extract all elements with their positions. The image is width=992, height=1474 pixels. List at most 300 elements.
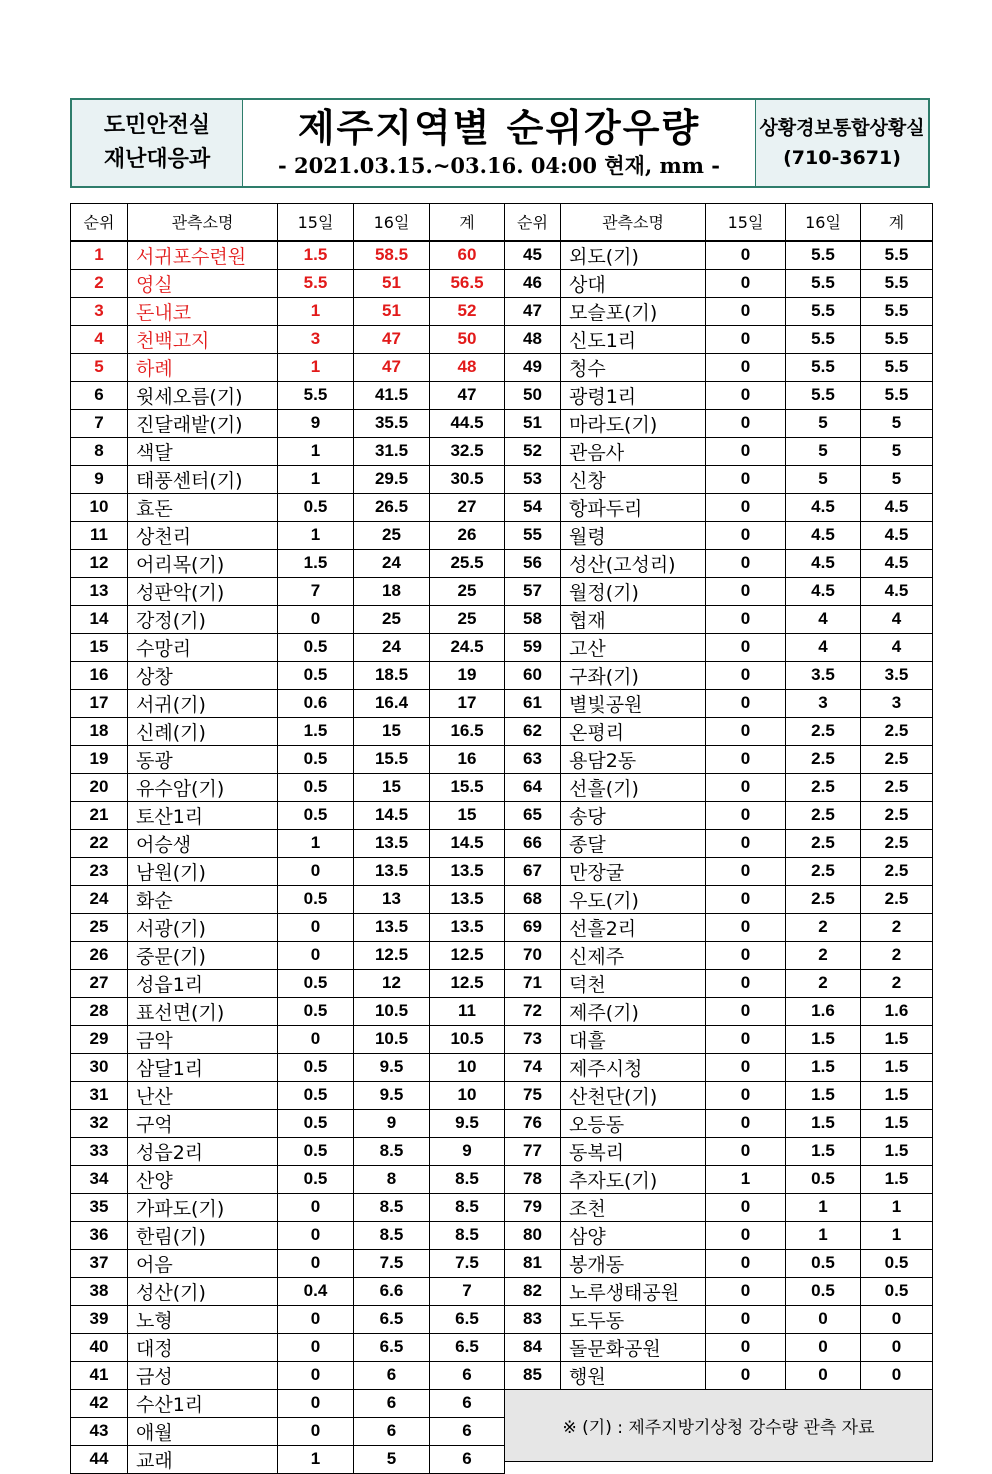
page-title: 제주지역별 순위강우량 xyxy=(297,106,701,150)
table-row xyxy=(505,745,933,773)
day16-cell: 2.5 xyxy=(786,801,861,829)
rank-cell: 25 xyxy=(71,913,128,941)
rank-cell: 64 xyxy=(505,773,561,801)
day15-cell: 0 xyxy=(278,1361,354,1389)
total-cell: 6.5 xyxy=(430,1305,505,1333)
rank-cell: 15 xyxy=(71,633,128,661)
day16-cell: 15 xyxy=(354,717,430,745)
day15-cell: 0 xyxy=(278,1221,354,1249)
total-cell: 13.5 xyxy=(430,885,505,913)
station-name-cell: 행원 xyxy=(561,1361,706,1389)
col-total: 계 xyxy=(861,204,933,241)
station-name-cell: 토산1리 xyxy=(128,801,278,829)
station-name-cell: 노루생태공원 xyxy=(561,1277,706,1305)
rank-cell: 45 xyxy=(505,241,561,270)
station-name-cell: 항파두리 xyxy=(561,493,706,521)
rank-cell: 18 xyxy=(71,717,128,745)
rank-cell: 8 xyxy=(71,437,128,465)
day15-cell: 0.5 xyxy=(278,661,354,689)
total-cell: 5.5 xyxy=(861,325,933,353)
day15-cell: 0 xyxy=(706,1137,786,1165)
total-cell: 6.5 xyxy=(430,1333,505,1361)
table-header-row xyxy=(505,204,933,241)
station-name-cell: 중문(기) xyxy=(128,941,278,969)
station-name-cell: 외도(기) xyxy=(561,241,706,270)
station-name-cell: 색달 xyxy=(128,437,278,465)
table-row xyxy=(505,1249,933,1277)
day16-cell: 13.5 xyxy=(354,829,430,857)
total-cell: 5 xyxy=(861,437,933,465)
day15-cell: 1.5 xyxy=(278,241,354,270)
day16-cell: 0.5 xyxy=(786,1165,861,1193)
table-row xyxy=(505,381,933,409)
table-row xyxy=(71,605,505,633)
day15-cell: 0 xyxy=(706,325,786,353)
rank-cell: 85 xyxy=(505,1361,561,1389)
total-cell: 1.5 xyxy=(861,1137,933,1165)
station-name-cell: 효돈 xyxy=(128,493,278,521)
table-row xyxy=(505,633,933,661)
table-row xyxy=(71,1277,505,1305)
rank-cell: 43 xyxy=(71,1417,128,1445)
station-name-cell: 선흘(기) xyxy=(561,773,706,801)
rank-cell: 10 xyxy=(71,493,128,521)
total-cell: 0 xyxy=(861,1361,933,1389)
total-cell: 3.5 xyxy=(861,661,933,689)
day16-cell: 4.5 xyxy=(786,577,861,605)
day16-cell: 8 xyxy=(354,1165,430,1193)
rank-cell: 11 xyxy=(71,521,128,549)
day16-cell: 7.5 xyxy=(354,1249,430,1277)
total-cell: 25 xyxy=(430,605,505,633)
day16-cell: 8.5 xyxy=(354,1221,430,1249)
rank-cell: 59 xyxy=(505,633,561,661)
table-row xyxy=(505,941,933,969)
rank-cell: 35 xyxy=(71,1193,128,1221)
day15-cell: 1 xyxy=(278,297,354,325)
rank-cell: 46 xyxy=(505,269,561,297)
total-cell: 2.5 xyxy=(861,857,933,885)
day15-cell: 0 xyxy=(706,465,786,493)
rank-cell: 63 xyxy=(505,745,561,773)
day16-cell: 4.5 xyxy=(786,549,861,577)
col-day15: 15일 xyxy=(278,204,354,241)
day16-cell: 47 xyxy=(354,325,430,353)
table-row xyxy=(505,549,933,577)
table-row xyxy=(71,969,505,997)
table-row xyxy=(505,521,933,549)
table-row xyxy=(71,885,505,913)
total-cell: 6 xyxy=(430,1417,505,1445)
total-cell: 16.5 xyxy=(430,717,505,745)
day16-cell: 5.5 xyxy=(786,353,861,381)
station-name-cell: 산천단(기) xyxy=(561,1081,706,1109)
total-cell: 25.5 xyxy=(430,549,505,577)
day16-cell: 6 xyxy=(354,1361,430,1389)
day15-cell: 0 xyxy=(706,1109,786,1137)
station-name-cell: 별빛공원 xyxy=(561,689,706,717)
station-name-cell: 성판악(기) xyxy=(128,577,278,605)
total-cell: 1 xyxy=(861,1221,933,1249)
total-cell: 19 xyxy=(430,661,505,689)
table-row xyxy=(71,1137,505,1165)
total-cell: 5.5 xyxy=(861,353,933,381)
day15-cell: 0 xyxy=(706,437,786,465)
day16-cell: 1.5 xyxy=(786,1109,861,1137)
table-row xyxy=(505,689,933,717)
table-row xyxy=(71,1165,505,1193)
office-phone: (710-3671) xyxy=(783,147,901,169)
total-cell: 6 xyxy=(430,1361,505,1389)
rank-cell: 66 xyxy=(505,829,561,857)
rank-cell: 78 xyxy=(505,1165,561,1193)
rank-cell: 81 xyxy=(505,1249,561,1277)
rank-cell: 2 xyxy=(71,269,128,297)
table-row xyxy=(71,1333,505,1361)
table-row xyxy=(71,521,505,549)
day16-cell: 6.5 xyxy=(354,1305,430,1333)
day16-cell: 16.4 xyxy=(354,689,430,717)
rank-cell: 83 xyxy=(505,1305,561,1333)
day15-cell: 0 xyxy=(706,409,786,437)
day16-cell: 1.5 xyxy=(786,1137,861,1165)
total-cell: 5.5 xyxy=(861,241,933,270)
station-name-cell: 노형 xyxy=(128,1305,278,1333)
day16-cell: 5 xyxy=(786,465,861,493)
day16-cell: 13 xyxy=(354,885,430,913)
day15-cell: 0.5 xyxy=(278,773,354,801)
station-name-cell: 가파도(기) xyxy=(128,1193,278,1221)
day16-cell: 5.5 xyxy=(786,325,861,353)
day16-cell: 2.5 xyxy=(786,745,861,773)
total-cell: 1.5 xyxy=(861,1053,933,1081)
rank-cell: 70 xyxy=(505,941,561,969)
total-cell: 15.5 xyxy=(430,773,505,801)
table-row xyxy=(505,493,933,521)
station-name-cell: 오등동 xyxy=(561,1109,706,1137)
day15-cell: 5.5 xyxy=(278,381,354,409)
table-row xyxy=(505,1333,933,1361)
station-name-cell: 신창 xyxy=(561,465,706,493)
table-row xyxy=(505,773,933,801)
table-row xyxy=(505,1305,933,1333)
day15-cell: 1 xyxy=(278,353,354,381)
day15-cell: 0 xyxy=(706,913,786,941)
station-name-cell: 성읍2리 xyxy=(128,1137,278,1165)
station-name-cell: 어음 xyxy=(128,1249,278,1277)
table-row xyxy=(505,717,933,745)
table-row xyxy=(71,801,505,829)
table-row xyxy=(505,325,933,353)
rank-cell: 84 xyxy=(505,1333,561,1361)
day16-cell: 4 xyxy=(786,633,861,661)
rank-cell: 65 xyxy=(505,801,561,829)
station-name-cell: 성읍1리 xyxy=(128,969,278,997)
rank-cell: 28 xyxy=(71,997,128,1025)
total-cell: 17 xyxy=(430,689,505,717)
table-row xyxy=(71,1361,505,1389)
total-cell: 60 xyxy=(430,241,505,270)
table-row xyxy=(71,577,505,605)
station-name-cell: 마라도(기) xyxy=(561,409,706,437)
day15-cell: 0 xyxy=(706,1053,786,1081)
station-name-cell: 돈내코 xyxy=(128,297,278,325)
day16-cell: 2.5 xyxy=(786,773,861,801)
day16-cell: 13.5 xyxy=(354,857,430,885)
table-row xyxy=(505,1053,933,1081)
table-row xyxy=(505,969,933,997)
station-name-cell: 영실 xyxy=(128,269,278,297)
day16-cell: 5.5 xyxy=(786,381,861,409)
day16-cell: 18 xyxy=(354,577,430,605)
station-name-cell: 산양 xyxy=(128,1165,278,1193)
table-row xyxy=(71,857,505,885)
station-name-cell: 신례(기) xyxy=(128,717,278,745)
day15-cell: 0 xyxy=(278,857,354,885)
total-cell: 1.5 xyxy=(861,1165,933,1193)
station-name-cell: 성산(기) xyxy=(128,1277,278,1305)
day15-cell: 0 xyxy=(706,521,786,549)
rank-cell: 3 xyxy=(71,297,128,325)
table-row xyxy=(71,493,505,521)
day16-cell: 3.5 xyxy=(786,661,861,689)
day16-cell: 47 xyxy=(354,353,430,381)
table-row xyxy=(505,297,933,325)
table-row xyxy=(71,241,505,270)
rank-cell: 29 xyxy=(71,1025,128,1053)
rank-cell: 12 xyxy=(71,549,128,577)
rank-cell: 5 xyxy=(71,353,128,381)
rank-cell: 55 xyxy=(505,521,561,549)
rank-cell: 26 xyxy=(71,941,128,969)
day15-cell: 0.6 xyxy=(278,689,354,717)
day16-cell: 24 xyxy=(354,633,430,661)
total-cell: 8.5 xyxy=(430,1193,505,1221)
station-name-cell: 구억 xyxy=(128,1109,278,1137)
page-subtitle: - 2021.03.15.~03.16. 04:00 현재, mm - xyxy=(277,153,720,178)
day15-cell: 0 xyxy=(278,1333,354,1361)
table-row xyxy=(71,1389,505,1417)
station-name-cell: 화순 xyxy=(128,885,278,913)
day15-cell: 0 xyxy=(706,997,786,1025)
department-line-1: 도민안전실 xyxy=(103,113,211,138)
day16-cell: 9.5 xyxy=(354,1081,430,1109)
day16-cell: 5 xyxy=(786,437,861,465)
table-row xyxy=(505,1137,933,1165)
day15-cell: 0 xyxy=(706,773,786,801)
day16-cell: 13.5 xyxy=(354,913,430,941)
day16-cell: 2.5 xyxy=(786,717,861,745)
total-cell: 1.6 xyxy=(861,997,933,1025)
day16-cell: 25 xyxy=(354,605,430,633)
day16-cell: 24 xyxy=(354,549,430,577)
table-body-right xyxy=(505,241,933,1462)
day15-cell: 0 xyxy=(706,605,786,633)
day16-cell: 4.5 xyxy=(786,521,861,549)
table-row xyxy=(71,353,505,381)
day16-cell: 29.5 xyxy=(354,465,430,493)
station-name-cell: 상창 xyxy=(128,661,278,689)
day15-cell: 0.5 xyxy=(278,1081,354,1109)
rank-cell: 22 xyxy=(71,829,128,857)
rank-cell: 54 xyxy=(505,493,561,521)
table-row xyxy=(71,913,505,941)
day15-cell: 0.5 xyxy=(278,745,354,773)
rank-cell: 32 xyxy=(71,1109,128,1137)
rank-cell: 34 xyxy=(71,1165,128,1193)
total-cell: 32.5 xyxy=(430,437,505,465)
office-name: 상황경보통합상황실 xyxy=(759,117,925,139)
rank-cell: 58 xyxy=(505,605,561,633)
station-name-cell: 수산1리 xyxy=(128,1389,278,1417)
station-name-cell: 삼달1리 xyxy=(128,1053,278,1081)
rank-cell: 21 xyxy=(71,801,128,829)
rank-cell: 24 xyxy=(71,885,128,913)
total-cell: 4.5 xyxy=(861,493,933,521)
day15-cell: 0 xyxy=(706,381,786,409)
day16-cell: 2 xyxy=(786,969,861,997)
station-name-cell: 대정 xyxy=(128,1333,278,1361)
total-cell: 3 xyxy=(861,689,933,717)
total-cell: 52 xyxy=(430,297,505,325)
day16-cell: 14.5 xyxy=(354,801,430,829)
day16-cell: 10.5 xyxy=(354,997,430,1025)
total-cell: 12.5 xyxy=(430,969,505,997)
total-cell: 11 xyxy=(430,997,505,1025)
station-name-cell: 금성 xyxy=(128,1361,278,1389)
table-body-left xyxy=(71,241,505,1474)
table-row xyxy=(71,745,505,773)
day16-cell: 0 xyxy=(786,1361,861,1389)
station-name-cell: 어승생 xyxy=(128,829,278,857)
day15-cell: 0 xyxy=(706,1333,786,1361)
station-name-cell: 난산 xyxy=(128,1081,278,1109)
day16-cell: 9.5 xyxy=(354,1053,430,1081)
total-cell: 9.5 xyxy=(430,1109,505,1137)
rank-cell: 16 xyxy=(71,661,128,689)
day16-cell: 9 xyxy=(354,1109,430,1137)
table-row xyxy=(505,829,933,857)
rank-cell: 20 xyxy=(71,773,128,801)
rank-cell: 7 xyxy=(71,409,128,437)
total-cell: 50 xyxy=(430,325,505,353)
rank-cell: 51 xyxy=(505,409,561,437)
table-row xyxy=(71,325,505,353)
total-cell: 2 xyxy=(861,941,933,969)
rank-cell: 61 xyxy=(505,689,561,717)
rank-cell: 69 xyxy=(505,913,561,941)
rank-cell: 68 xyxy=(505,885,561,913)
table-row xyxy=(71,1025,505,1053)
rank-cell: 74 xyxy=(505,1053,561,1081)
rank-cell: 40 xyxy=(71,1333,128,1361)
day16-cell: 5.5 xyxy=(786,241,861,270)
total-cell: 1.5 xyxy=(861,1109,933,1137)
table-row xyxy=(71,1305,505,1333)
station-name-cell: 하례 xyxy=(128,353,278,381)
table-row xyxy=(505,1361,933,1389)
rank-cell: 42 xyxy=(71,1389,128,1417)
table-row xyxy=(505,1109,933,1137)
station-name-cell: 관음사 xyxy=(561,437,706,465)
table-row xyxy=(71,633,505,661)
total-cell: 2.5 xyxy=(861,885,933,913)
station-name-cell: 남원(기) xyxy=(128,857,278,885)
day16-cell: 12 xyxy=(354,969,430,997)
day15-cell: 0 xyxy=(278,913,354,941)
day15-cell: 1.5 xyxy=(278,549,354,577)
total-cell: 7.5 xyxy=(430,1249,505,1277)
total-cell: 14.5 xyxy=(430,829,505,857)
total-cell: 9 xyxy=(430,1137,505,1165)
total-cell: 0 xyxy=(861,1333,933,1361)
total-cell: 5.5 xyxy=(861,381,933,409)
day16-cell: 1.5 xyxy=(786,1053,861,1081)
total-cell: 44.5 xyxy=(430,409,505,437)
day15-cell: 1.5 xyxy=(278,717,354,745)
rank-cell: 53 xyxy=(505,465,561,493)
report-header xyxy=(70,98,930,188)
day15-cell: 0.5 xyxy=(278,633,354,661)
table-row xyxy=(71,1417,505,1445)
rainfall-table-left xyxy=(70,203,505,1474)
day16-cell: 4.5 xyxy=(786,493,861,521)
table-row xyxy=(71,717,505,745)
station-name-cell: 모슬포(기) xyxy=(561,297,706,325)
day15-cell: 0 xyxy=(706,1361,786,1389)
day15-cell: 0 xyxy=(706,689,786,717)
day15-cell: 0 xyxy=(706,969,786,997)
station-name-cell: 교래 xyxy=(128,1445,278,1473)
table-row xyxy=(505,1165,933,1193)
day16-cell: 18.5 xyxy=(354,661,430,689)
col-total: 계 xyxy=(430,204,505,241)
rank-cell: 31 xyxy=(71,1081,128,1109)
rank-cell: 76 xyxy=(505,1109,561,1137)
day15-cell: 0.5 xyxy=(278,1109,354,1137)
table-row xyxy=(71,1053,505,1081)
day15-cell: 0 xyxy=(706,857,786,885)
station-name-cell: 동광 xyxy=(128,745,278,773)
rank-cell: 47 xyxy=(505,297,561,325)
day16-cell: 26.5 xyxy=(354,493,430,521)
station-name-cell: 조천 xyxy=(561,1193,706,1221)
total-cell: 10 xyxy=(430,1053,505,1081)
day15-cell: 0.5 xyxy=(278,1137,354,1165)
total-cell: 1.5 xyxy=(861,1025,933,1053)
station-name-cell: 봉개동 xyxy=(561,1249,706,1277)
day16-cell: 2 xyxy=(786,913,861,941)
rank-cell: 14 xyxy=(71,605,128,633)
day15-cell: 0 xyxy=(706,1249,786,1277)
day15-cell: 0 xyxy=(706,1305,786,1333)
day16-cell: 31.5 xyxy=(354,437,430,465)
station-name-cell: 고산 xyxy=(561,633,706,661)
total-cell: 26 xyxy=(430,521,505,549)
rank-cell: 67 xyxy=(505,857,561,885)
table-row xyxy=(505,269,933,297)
rank-cell: 73 xyxy=(505,1025,561,1053)
total-cell: 2.5 xyxy=(861,829,933,857)
day16-cell: 1 xyxy=(786,1221,861,1249)
total-cell: 0 xyxy=(861,1305,933,1333)
total-cell: 24.5 xyxy=(430,633,505,661)
total-cell: 4.5 xyxy=(861,549,933,577)
rank-cell: 13 xyxy=(71,577,128,605)
day15-cell: 0 xyxy=(278,1249,354,1277)
rank-cell: 56 xyxy=(505,549,561,577)
total-cell: 12.5 xyxy=(430,941,505,969)
